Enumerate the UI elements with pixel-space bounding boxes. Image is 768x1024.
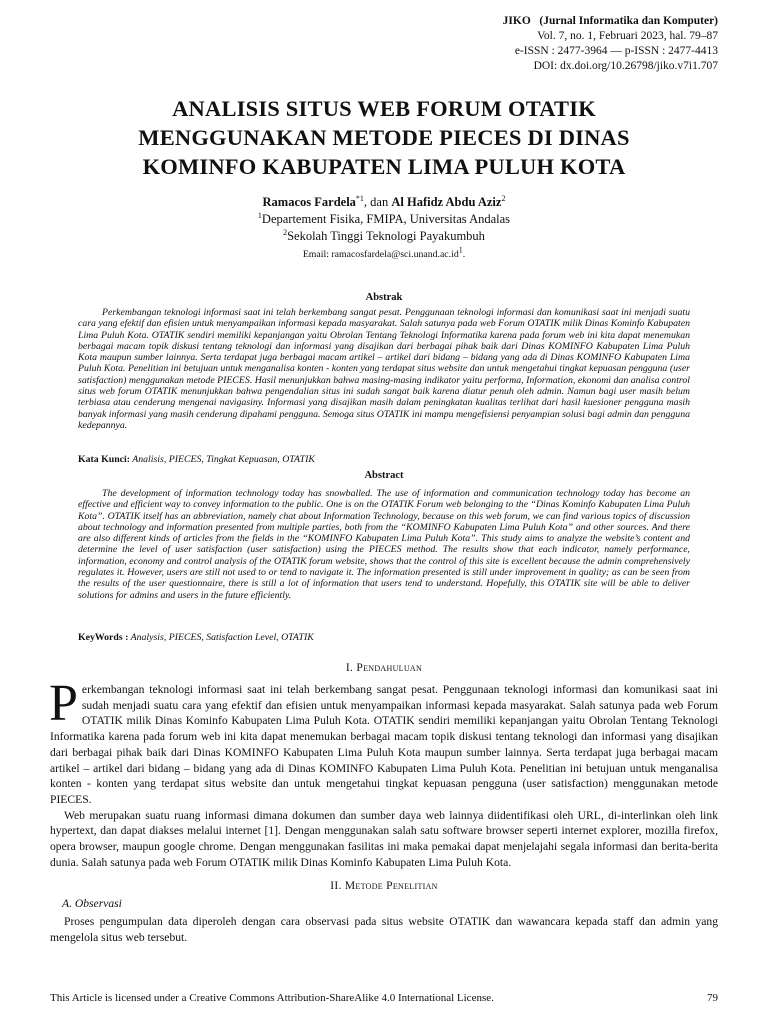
aff1-text: Departement Fisika, FMIPA, Universitas Andalas bbox=[261, 212, 511, 226]
section-1-number: I. bbox=[345, 662, 354, 674]
author-block bbox=[0, 194, 768, 263]
author-2: Al Hafidz Abdu Aziz bbox=[391, 195, 502, 209]
section-1-title: Pendahuluan bbox=[356, 662, 423, 674]
abstrak-heading: Abstrak bbox=[365, 292, 403, 303]
kata-kunci-label: Kata Kunci: bbox=[78, 454, 130, 465]
keywords-values: Analysis, PIECES, Satisfaction Level, OTATIK bbox=[128, 632, 314, 643]
page-number: 79 bbox=[707, 992, 718, 1004]
license-text: This Article is licensed under a Creative Commons Attribution-ShareAlike 4.0 International License. bbox=[50, 992, 494, 1004]
doi-line: DOI: dx.doi.org/10.26798/jiko.v7i1.707 bbox=[533, 60, 718, 72]
aff1-sup: 1 bbox=[257, 210, 262, 220]
keywords bbox=[78, 632, 690, 643]
author-1-sup: *1 bbox=[355, 193, 364, 203]
author-conj: , dan bbox=[363, 195, 392, 209]
keywords-label: KeyWords : bbox=[78, 632, 129, 643]
section-1-paragraph-2: Web merupakan suatu ruang informasi dimana dokumen dan sumber daya web lainnya diidentifikasi oleh URL, di-interlinkan oleh link hypertext, dan dapat diakses melalui internet [1]. Dengan menggunakan salah satu software browser seperti internet explorer, mozilla firefox, opera browser, maupun google chrome. Dengan menggunakan fasilitas ini maka pemakai dapat menjelajahi segala informasi dan berita-berita dunia. Salah satunya pada web Forum OTATIK milik Dinas Kominfo Kabupaten Lima Puluh Kota. bbox=[50, 808, 718, 869]
author-1: Ramacos Fardela bbox=[262, 195, 356, 209]
section-1-para-1-text: erkembangan teknologi informasi saat ini telah berkembang sangat pesat. Penggunaan teknologi informasi dan komunikasi saat ini sudah menjadi suatu cara yang efektif dan efisien untuk menyampaikan informasi kepada masyarakat. Salah satunya pada web Forum OTATIK milik Dinas Kominfo Kabupaten Lima Puluh Kota. OTATIK sendiri memiliki kepanjangan yaitu Obrolan Tentang Teknologi Informatika karena pada forum web ini kita dapat menemukan berbagai macam topik diskusi tentang teknologi dan informasi yang disajikan dari berbagai pihak baik dari Dinas KOMINFO Kabupaten Lima Puluh Kota maupun sumber lainnya. Serta terdapat juga berbagai macam artikel – artikel dari bidang – bidang yang ada di Dinas KOMINFO Kabupaten Lima Puluh Kota. Penelitian ini betujuan untuk menganalisa konten - konten yang terdapat situs website dan untuk mengetahui tingkat kepuasan pengguna (user satisfaction) menggunakan metode PIECES. bbox=[50, 683, 718, 806]
author-line bbox=[0, 194, 768, 211]
kata-kunci-values: Analisis, PIECES, Tingkat Kepuasan, OTATIK bbox=[129, 454, 315, 465]
abstract-heading: Abstract bbox=[364, 470, 404, 481]
email-sup: 1 bbox=[458, 245, 463, 255]
email-text: Email: ramacosfardela@sci.unand.ac.id bbox=[302, 249, 459, 260]
aff2-text: Sekolah Tinggi Teknologi Payakumbuh bbox=[287, 229, 485, 243]
author-2-sup: 2 bbox=[501, 193, 506, 203]
abstrak-text: Perkembangan teknologi informasi saat ini telah berkembang sangat pesat. Penggunaan teknologi informasi dan komunikasi saat ini menjadi suatu cara yang efektif dan efisien untuk menyampaikan informasi kepada masyarakat. Salah satunya pada web Forum OTATIK milik Dinas Kominfo Kabupaten Lima Puluh Kota. OTATIK sendiri memiliki kepanjangan yaitu Obrolan Tentang Teknologi Informatika karena pada forum web ini kita dapat menemukan berbagai macam topik diskusi tentang teknologi dan informasi yang disajikan dari berbagai pihak baik dari Dinas KOMINFO Kabupaten Lima Puluh Kota maupun sumber lainnya. Serta terdapat juga berbagai macam artikel – artikel dari bidang – bidang yang ada di Dinas KOMINFO Kabupaten Lima Puluh Kota. Penelitian ini betujuan untuk menganalisa konten - konten yang terdapat situs website dan untuk mengetahui tingkat kepuasan pengguna (user satisfaction) menggunakan metode PIECES. Hasil menunjukkan bahwa masing-masing indikator yaitu performa, Information, ekonomi dan analisa control situs web forum OTATIK menunjukkan bahwa pengendalian situs ini sudah sangat baik karena diatur penuh oleh admin. Namun bagi user masih belum terbiasa atau cenderung mengenai navigasiny. Informasi yang disajikan masih dalam peningkatan kualitas terlihat dari hasil kuesioner pengguna masih banyak informasi yang masih cenderung dipahami pengguna. Semoga situs OTATIK ini mampu mengefisiensi penyampian solusi bagi admin dan pengguna kedepannya. bbox=[78, 307, 690, 431]
section-2-paragraph-1: Proses pengumpulan data diperoleh dengan cara observasi pada situs website OTATIK dan wawancara kepada staff dan admin yang mengelola situs web tersebut. bbox=[50, 915, 718, 944]
journal-name: (Jurnal Informatika dan Komputer) bbox=[539, 15, 718, 27]
journal-abbr: JIKO bbox=[502, 15, 531, 27]
section-1-body bbox=[49, 675, 718, 870]
kata-kunci bbox=[78, 454, 690, 465]
paper-title bbox=[40, 94, 728, 181]
section-2-title: Metode Penelitian bbox=[344, 880, 438, 892]
title-line-3: KOMINFO KABUPATEN LIMA PULUH KOTA bbox=[142, 154, 626, 179]
affiliation-2 bbox=[0, 228, 768, 245]
section-1-paragraph-1 bbox=[49, 675, 718, 808]
dropcap: P bbox=[49, 675, 78, 732]
email-end: . bbox=[462, 249, 466, 260]
section-2-number: II. bbox=[330, 880, 342, 892]
title-line-1: ANALISIS SITUS WEB FORUM OTATIK bbox=[172, 96, 596, 121]
affiliation-1 bbox=[0, 211, 768, 228]
aff2-sup: 2 bbox=[283, 227, 288, 237]
section-2-heading bbox=[0, 880, 768, 892]
abstract-text: The development of information technology today has snowballed. The use of information and communication technology today has become an effective and efficient way to convey information to the public. One is on the OTATIK Forum web belonging to the “Dinas Kominfo Kabupaten Lima Puluh Kota”. OTATIK itself has an abbreviation, namely chat about Information Technology, because on this web forum, we can find various topics of discussion about technology and information presented from multiple parties, both from the “KOMINFO Kabupaten Lima Puluh Kota” and other sources. And there are also different kinds of articles from the fields in the “KOMINFO Kabupaten Lima Puluh Kota”. This study aims to analyze the website’s content and determine the level of user satisfaction (user satisfaction) using the PIECES method. The results show that each indicator, namely performance, information, economy and control analysis of the OTATIK forum website, shows that the control of this site is excellent because the admin comprehensively regulates it. However, users are still not used to or tend to navigate it. The information presented is still under improvement in quality; as can be seen from the results of the user questionnaire, there is still a lot of information that users tend to understand. Hopefully, this OTATIK site will be able to deliver solutions for admins and users in the future efficiently. bbox=[78, 488, 690, 601]
title-line-2: MENGGUNAKAN METODE PIECES DI DINAS bbox=[138, 125, 630, 150]
section-1-heading bbox=[0, 662, 768, 674]
journal-header bbox=[503, 14, 718, 74]
section-2-body bbox=[50, 914, 718, 945]
issn-line: e-ISSN : 2477-3964 — p-ISSN : 2477-4413 bbox=[514, 45, 718, 57]
subsection-a-heading: A. Observasi bbox=[62, 897, 122, 910]
email-line bbox=[0, 246, 768, 263]
volume-line: Vol. 7, no. 1, Februari 2023, hal. 79–87 bbox=[537, 30, 718, 42]
